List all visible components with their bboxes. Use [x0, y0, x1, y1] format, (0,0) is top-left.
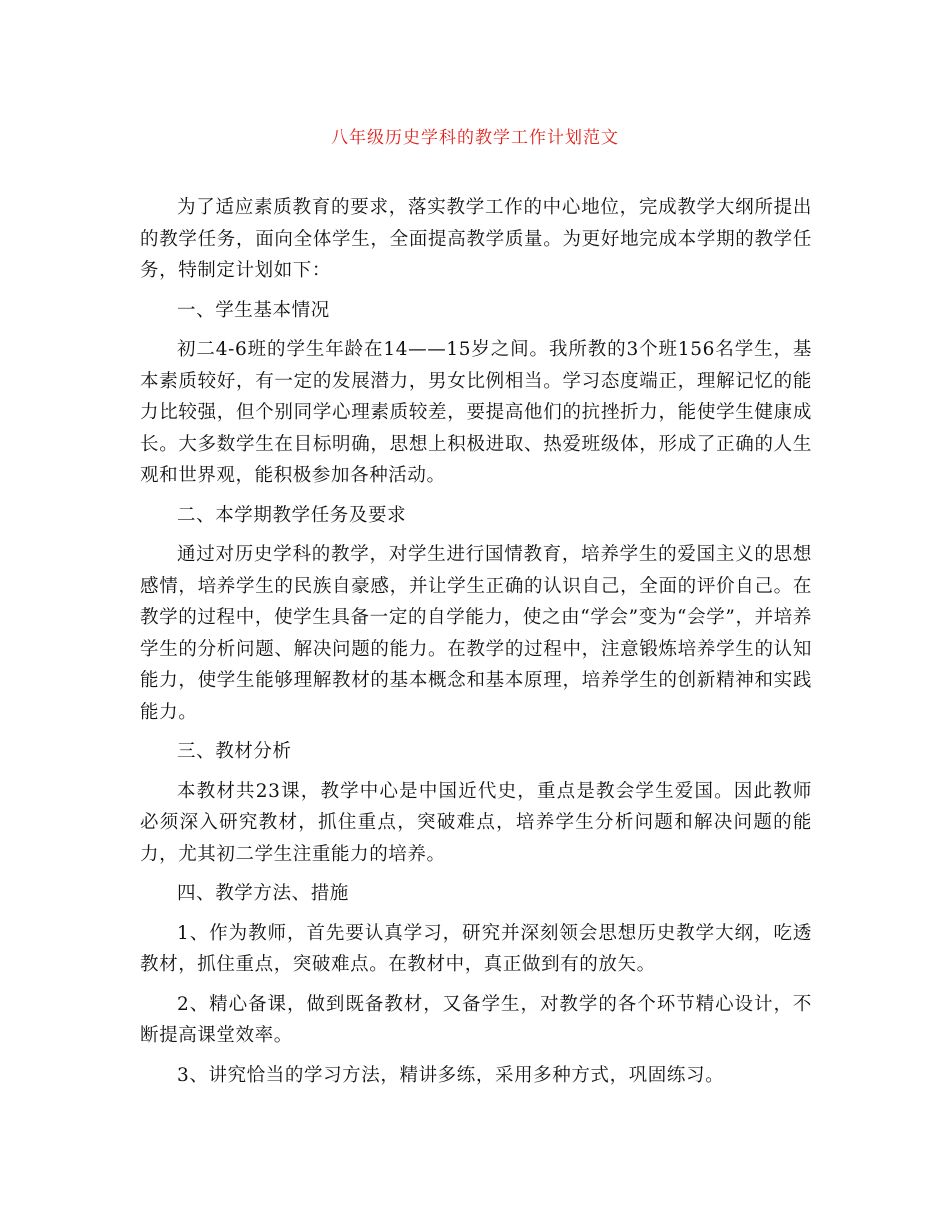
heading-methods-measures: 四、教学方法、措施	[177, 883, 349, 904]
paragraph-textbook-analysis: 本教材共23课，教学中心是中国近代史，重点是教会学生爱国。因此教师必须深入研究教材，抓住重点，突破难点，培养学生分析问题和解决问题的能力，尤其初二学生注重能力的培养。	[140, 780, 812, 865]
heading-tasks-requirements: 二、本学期教学任务及要求	[177, 504, 407, 526]
paragraph-tasks-requirements: 通过对历史学科的教学，对学生进行国情教育，培养学生的爱国主义的思想感情，培养学生的民族自豪感，并让学生正确的认识自己，全面的评价自己。在教学的过程中，使学生具备一定的自学能力，使之由“学会”变为“会学”，并培养学生的分析问题、解决问题的能力。在教学的过程中，注意锻炼培养学生的认知能力，使学生能够理解教材的基本概念和基本原理，培养学生的创新精神和实践能力。	[140, 544, 812, 723]
heading-student-situation: 一、学生基本情况	[177, 299, 330, 321]
list-item-method-2: 2、精心备课，做到既备教材，又备学生，对教学的各个环节精心设计，不断提高课堂效率。	[140, 993, 812, 1046]
list-item-method-1: 1、作为教师，首先要认真学习，研究并深刻领会思想历史教学大纲，吃透教材，抓住重点，突破难点。在教材中，真正做到有的放矢。	[140, 922, 812, 975]
paragraph-intro: 为了适应素质教育的要求，落实教学工作的中心地位，完成教学大纲所提出的教学任务，面向全体学生，全面提高教学质量。为更好地完成本学期的教学任务，特制定计划如下：	[140, 197, 812, 281]
list-item-method-3: 3、讲究恰当的学习方法，精讲多练，采用多种方式，巩固练习。	[177, 1064, 725, 1086]
heading-textbook-analysis: 三、教材分析	[177, 741, 292, 762]
document-body	[140, 192, 812, 1099]
document-title: 八年级历史学科的教学工作计划范文	[331, 128, 619, 148]
paragraph-student-situation: 初二4-6班的学生年龄在14——15岁之间。我所教的3个班156名学生，基本素质较好，有一定的发展潜力，男女比例相当。学习态度端正，理解记忆的能力比较强，但个别同学心理素质较差，要提高他们的抗挫折力，能使学生健康成长。大多数学生在目标明确，思想上积极进取、热爱班级体，形成了正确的人生观和世界观，能积极参加各种活动。	[140, 339, 812, 486]
